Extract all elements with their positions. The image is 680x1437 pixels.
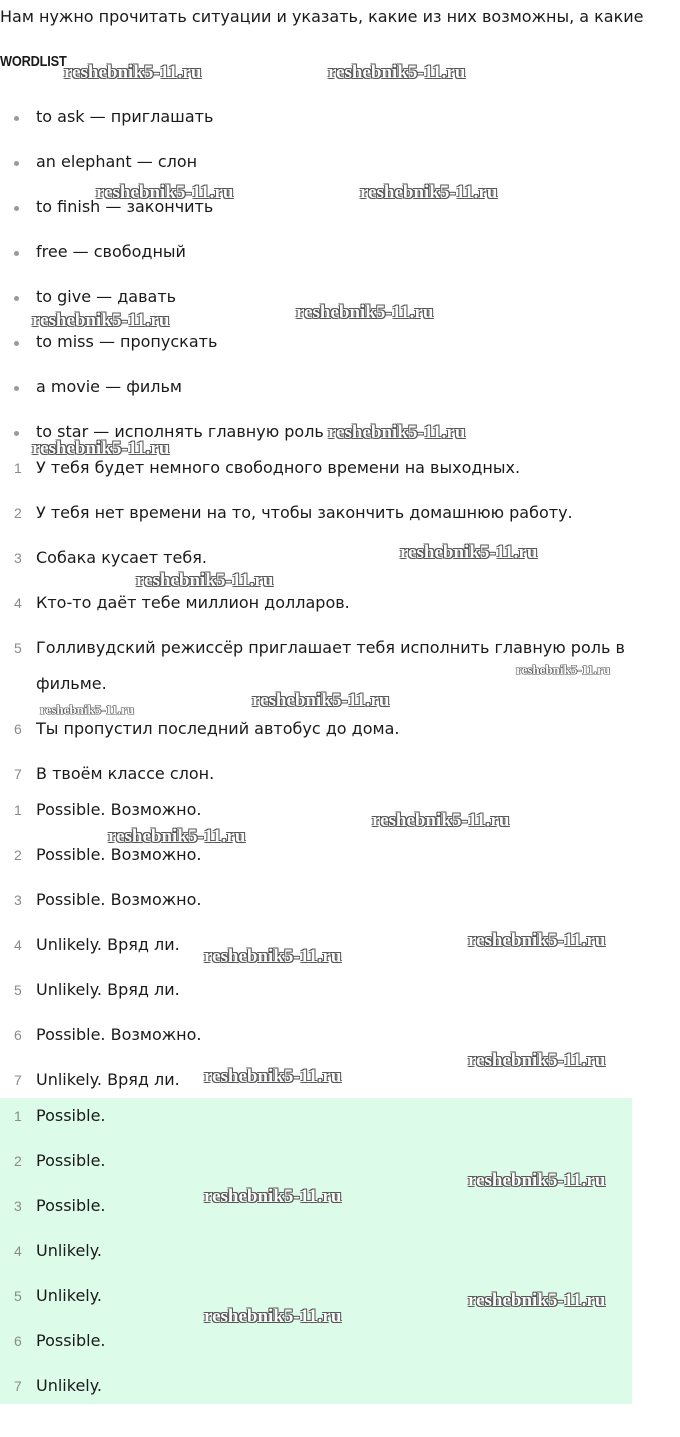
bullet-icon [14, 341, 19, 346]
answer-text: Unlikely. [36, 1376, 102, 1395]
situation-text: Собака кусает тебя. [36, 548, 207, 567]
list-number: 1 [14, 1108, 22, 1124]
watermark: reshebnik5-11.ru [204, 1186, 342, 1207]
list-number: 6 [14, 1027, 22, 1043]
watermark: reshebnik5-11.ru [136, 570, 274, 591]
situation-text: В твоём классе слон. [36, 764, 215, 783]
list-number: 7 [14, 1378, 22, 1394]
answer-text: Possible. [36, 1151, 106, 1170]
list-number: 3 [14, 1198, 22, 1214]
wordlist-item: to miss — пропускать [36, 332, 218, 351]
list-number: 5 [14, 640, 22, 656]
watermark: reshebnik5-11.ru [108, 826, 246, 847]
list-number: 2 [14, 847, 22, 863]
list-number: 7 [14, 766, 22, 782]
watermark: reshebnik5-11.ru [204, 946, 342, 967]
watermark: reshebnik5-11.ru [328, 62, 466, 83]
situation-text: У тебя нет времени на то, чтобы закончить домашнюю работу. [36, 503, 573, 522]
translated-answer: Unlikely. Вряд ли. [36, 980, 180, 999]
answer-text: Unlikely. [36, 1241, 102, 1260]
watermark: reshebnik5-11.ru [360, 182, 498, 203]
answer-text: Unlikely. [36, 1286, 102, 1305]
watermark: reshebnik5-11.ru [204, 1066, 342, 1087]
translated-answer: Unlikely. Вряд ли. [36, 935, 180, 954]
watermark: reshebnik5-11.ru [400, 542, 538, 563]
situation-text-continued: фильме. [36, 674, 107, 693]
list-number: 6 [14, 1333, 22, 1349]
list-number: 4 [14, 937, 22, 953]
bullet-icon [14, 431, 19, 436]
wordlist-item: free — свободный [36, 242, 186, 261]
wordlist-heading: WORDLIST [0, 53, 67, 70]
situation-text: Ты пропустил последний автобус до дома. [36, 719, 400, 738]
wordlist-item: to finish — закончить [36, 197, 214, 216]
watermark: reshebnik5-11.ru [252, 690, 390, 711]
bullet-icon [14, 386, 19, 391]
watermark: reshebnik5-11.ru [468, 1290, 606, 1311]
watermark: reshebnik5-11.ru [372, 810, 510, 831]
translated-answer: Possible. Возможно. [36, 845, 202, 864]
watermark: reshebnik5-11.ru [96, 182, 234, 203]
list-number: 1 [14, 802, 22, 818]
bullet-icon [14, 116, 19, 121]
watermark: reshebnik5-11.ru [468, 930, 606, 951]
wordlist-item: a movie — фильм [36, 377, 182, 396]
watermark: reshebnik5-11.ru [516, 662, 611, 677]
watermark: reshebnik5-11.ru [204, 1306, 342, 1327]
answer-text: Possible. [36, 1196, 106, 1215]
watermark: reshebnik5-11.ru [32, 310, 170, 331]
answer-text: Possible. [36, 1106, 106, 1125]
watermark: reshebnik5-11.ru [40, 702, 135, 717]
answer-text: Possible. [36, 1331, 106, 1350]
intro-text: Нам нужно прочитать ситуации и указать, какие из них возможны, а какие [0, 7, 644, 26]
watermark: reshebnik5-11.ru [468, 1050, 606, 1071]
list-number: 1 [14, 460, 22, 476]
list-number: 2 [14, 505, 22, 521]
watermark: reshebnik5-11.ru [296, 302, 434, 323]
list-number: 5 [14, 982, 22, 998]
translated-answer: Possible. Возможно. [36, 890, 202, 909]
translated-answer: Possible. Возможно. [36, 1025, 202, 1044]
situation-text: У тебя будет немного свободного времени на выходных. [36, 458, 521, 477]
list-number: 3 [14, 892, 22, 908]
watermark: reshebnik5-11.ru [468, 1170, 606, 1191]
translated-answer: Possible. Возможно. [36, 800, 202, 819]
list-number: 5 [14, 1288, 22, 1304]
list-number: 4 [14, 595, 22, 611]
wordlist-item: to give — давать [36, 287, 177, 306]
watermark: reshebnik5-11.ru [328, 422, 466, 443]
list-number: 6 [14, 721, 22, 737]
wordlist-item: an elephant — слон [36, 152, 198, 171]
wordlist-item: to ask — приглашать [36, 107, 214, 126]
bullet-icon [14, 206, 19, 211]
list-number: 2 [14, 1153, 22, 1169]
bullet-icon [14, 296, 19, 301]
situation-text: Голливудский режиссёр приглашает тебя исполнить главную роль в [36, 638, 625, 657]
list-number: 3 [14, 550, 22, 566]
watermark: reshebnik5-11.ru [64, 62, 202, 83]
translated-answer: Unlikely. Вряд ли. [36, 1070, 180, 1089]
situation-text: Кто-то даёт тебе миллион долларов. [36, 593, 350, 612]
wordlist-item: to star — исполнять главную роль [36, 422, 324, 441]
list-number: 4 [14, 1243, 22, 1259]
bullet-icon [14, 251, 19, 256]
watermark: reshebnik5-11.ru [32, 438, 170, 459]
bullet-icon [14, 161, 19, 166]
list-number: 7 [14, 1072, 22, 1088]
